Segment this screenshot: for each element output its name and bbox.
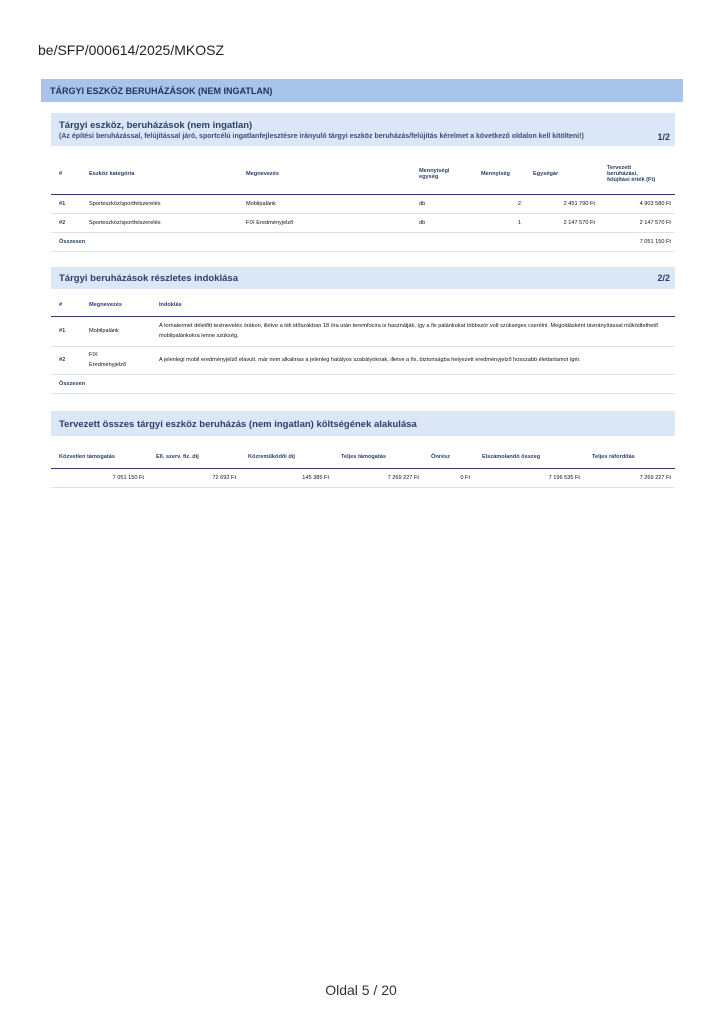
col-own-contribution: Önrész (423, 447, 474, 468)
col-value (599, 154, 675, 194)
col-reason: Indoklás (151, 295, 675, 316)
row-category: Sporteszköz/sportfelszerelés (81, 194, 238, 213)
row-unit: db (411, 194, 473, 213)
row-reason: A jelenlegi mobil eredményjelző elavult, már nem alkalmas a jelenleg hatályos szabályoknak, illetve a fix, biztonságba helyezett eredményjelző hosszabb élettartamot ígér. (151, 346, 675, 374)
col-value-l2: beruházási, (607, 170, 638, 177)
row-num: #1 (51, 316, 81, 346)
page-number: Oldal 5 / 20 (325, 982, 397, 998)
value-direct-support: 7 051 150 Ft (51, 468, 148, 487)
empty-cell (238, 232, 411, 251)
row-unit-price: 2 147 570 Ft (525, 213, 599, 232)
row-name: Mobilpalánk (81, 316, 151, 346)
section1-page-indicator: 1/2 (657, 132, 670, 142)
section3-title: Tervezett összes tárgyi eszköz beruházás (nem ingatlan) költségének alakulása (59, 419, 417, 430)
justification-table (51, 295, 675, 394)
col-name: Megnevezés (238, 154, 411, 194)
col-intermediary-fee: Közreműködői díj (240, 447, 333, 468)
row-qty: 1 (473, 213, 525, 232)
asset-table (51, 154, 675, 252)
section1-title: Tárgyi eszköz, beruházások (nem ingatlan) (59, 120, 253, 131)
main-section-heading: TÁRGYI ESZKÖZ BERUHÁZÁSOK (NEM INGATLAN) (41, 79, 683, 102)
cost-summary-header (51, 447, 675, 468)
col-value-l3: felújítási érték (Ft) (607, 176, 656, 183)
value-own-contribution: 0 Ft (423, 468, 474, 487)
total-value: 7 051 150 Ft (599, 232, 675, 251)
table-row (51, 316, 675, 346)
table-row (51, 213, 675, 232)
col-qty: Mennyiség (473, 154, 525, 194)
total-row (51, 232, 675, 251)
justification-table-header (51, 295, 675, 316)
col-org-fee: Ell. szerv. fiz. díj (148, 447, 240, 468)
row-unit-price: 2 451 790 Ft (525, 194, 599, 213)
col-num: # (51, 154, 81, 194)
table-row (51, 194, 675, 213)
section2-header (51, 267, 675, 289)
row-category: Sporteszköz/sportfelszerelés (81, 213, 238, 232)
total-label: Összesen (51, 374, 151, 393)
col-direct-support: Közvetlen támogatás (51, 447, 148, 468)
table-row (51, 468, 675, 487)
col-unit-l1: Mennyiségi (419, 167, 450, 174)
section2-page-indicator: 2/2 (657, 273, 670, 283)
row-name (81, 346, 151, 374)
row-reason: A tornatermet délelőtt testnevelés órákon, illetve a téli időszakban 18 óra után teremfocira is használják, így a fix palánkokat többször volt szükséges cserélni. Megoldásként távirányítással működtethető mobilpalánkokra lenne szükség. (151, 316, 675, 346)
section1-header (51, 113, 675, 146)
col-unit-l2: egység (419, 173, 439, 180)
row-name: Mobilpalánk (238, 194, 411, 213)
col-unit (411, 154, 473, 194)
value-org-fee: 72 692 Ft (148, 468, 240, 487)
col-num: # (51, 295, 81, 316)
row-name: FIX Eredményjelző (238, 213, 411, 232)
total-label: Összesen (51, 232, 238, 251)
row-value: 2 147 570 Ft (599, 213, 675, 232)
asset-table-header (51, 154, 675, 194)
row-num: #1 (51, 194, 81, 213)
value-intermediary-fee: 145 385 Ft (240, 468, 333, 487)
col-total-support: Teljes támogatás (333, 447, 423, 468)
row-name-l2: Eredményjelző (89, 362, 126, 368)
col-settle-amount: Elszámolandó összeg (474, 447, 584, 468)
row-value: 4 903 580 Ft (599, 194, 675, 213)
value-total-cost: 7 269 227 Ft (584, 468, 675, 487)
total-row (51, 374, 675, 393)
row-unit: db (411, 213, 473, 232)
row-num: #2 (51, 213, 81, 232)
empty-cell (151, 374, 675, 393)
section2-title: Tárgyi beruházások részletes indoklása (59, 273, 238, 284)
row-name-l1: FIX (89, 352, 98, 358)
row-num: #2 (51, 346, 81, 374)
col-name: Megnevezés (81, 295, 151, 316)
empty-cell (473, 232, 525, 251)
value-total-support: 7 269 227 Ft (333, 468, 423, 487)
section3-header (51, 411, 675, 436)
col-unit-price: Egységár (525, 154, 599, 194)
row-qty: 2 (473, 194, 525, 213)
cost-summary-table (51, 447, 675, 488)
empty-cell (411, 232, 473, 251)
col-total-cost: Teljes ráfordítás (584, 447, 675, 468)
table-row (51, 346, 675, 374)
section1-subtitle: (Az építési beruházással, felújítással járó, sportcélú ingatlanfejlesztésre irányuló tárgyi eszköz beruházás/felújítás kérelmet a következő oldalon kell kitölteni!) (59, 133, 584, 140)
col-category: Eszköz kategória (81, 154, 238, 194)
document-id: be/SFP/000614/2025/MKOSZ (38, 42, 224, 58)
value-settle-amount: 7 196 535 Ft (474, 468, 584, 487)
col-value-l1: Tervezett (607, 164, 632, 171)
empty-cell (525, 232, 599, 251)
